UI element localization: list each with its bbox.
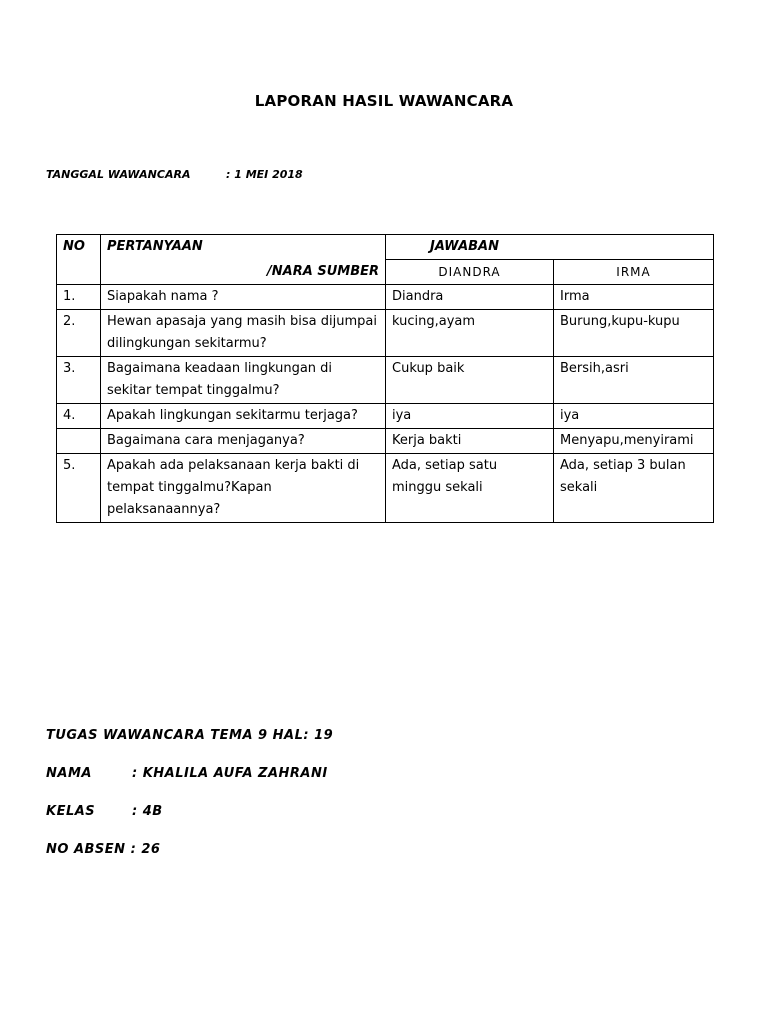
name-line — [46, 766, 328, 781]
row-answer-2: Menyapu,menyirami — [554, 429, 714, 454]
header-question: PERTANYAAN — [101, 235, 386, 260]
row-no: 3. — [57, 357, 101, 404]
row-answer-2: Burung,kupu-kupu — [554, 310, 714, 357]
row-question: Bagaimana keadaan lingkungan di sekitar tempat tinggalmu? — [101, 357, 386, 404]
row-question: Bagaimana cara menjaganya? — [101, 429, 386, 454]
row-answer-1: Ada, setiap satu minggu sekali — [386, 454, 554, 523]
header-answer: JAWABAN — [386, 235, 714, 260]
row-question: Siapakah nama ? — [101, 285, 386, 310]
row-answer-2: Irma — [554, 285, 714, 310]
table-subheader-row — [57, 260, 714, 285]
interview-date — [46, 168, 303, 181]
absent-line — [46, 842, 160, 857]
table-row — [57, 357, 714, 404]
table-row — [57, 404, 714, 429]
table-row — [57, 310, 714, 357]
row-no: 4. — [57, 404, 101, 429]
row-question: Apakah lingkungan sekitarmu terjaga? — [101, 404, 386, 429]
row-answer-2: Ada, setiap 3 bulan sekali — [554, 454, 714, 523]
class-value: : 4B — [132, 804, 163, 819]
interview-date-value: : 1 MEI 2018 — [226, 168, 303, 181]
absent-label: NO ABSEN — [46, 842, 126, 857]
class-line — [46, 804, 163, 819]
header-source-2: IRMA — [554, 260, 714, 285]
row-answer-1: Cukup baik — [386, 357, 554, 404]
name-label: NAMA — [46, 766, 92, 781]
row-question: Hewan apasaja yang masih bisa dijumpai dilingkungan sekitarmu? — [101, 310, 386, 357]
class-label: KELAS — [46, 804, 96, 819]
interview-table — [56, 234, 714, 523]
header-no: NO — [57, 235, 101, 285]
absent-value: : 26 — [130, 842, 161, 857]
header-source-1: DIANDRA — [386, 260, 554, 285]
table-row — [57, 429, 714, 454]
row-answer-1: kucing,ayam — [386, 310, 554, 357]
row-answer-1: Kerja bakti — [386, 429, 554, 454]
row-no: 1. — [57, 285, 101, 310]
interview-date-label: TANGGAL WAWANCARA — [46, 168, 191, 181]
row-no: 2. — [57, 310, 101, 357]
row-answer-2: iya — [554, 404, 714, 429]
table-header-row — [57, 235, 714, 260]
row-answer-1: Diandra — [386, 285, 554, 310]
header-source-label: /NARA SUMBER — [101, 260, 386, 285]
document-title: LAPORAN HASIL WAWANCARA — [254, 92, 514, 110]
row-answer-2: Bersih,asri — [554, 357, 714, 404]
task-line: TUGAS WAWANCARA TEMA 9 HAL: 19 — [46, 728, 334, 743]
name-value: : KHALILA AUFA ZAHRANI — [132, 766, 328, 781]
table-row — [57, 454, 714, 523]
row-no — [57, 429, 101, 454]
row-question: Apakah ada pelaksanaan kerja bakti di tempat tinggalmu?Kapan pelaksanaannya? — [101, 454, 386, 523]
table-row — [57, 285, 714, 310]
row-no: 5. — [57, 454, 101, 523]
row-answer-1: iya — [386, 404, 554, 429]
